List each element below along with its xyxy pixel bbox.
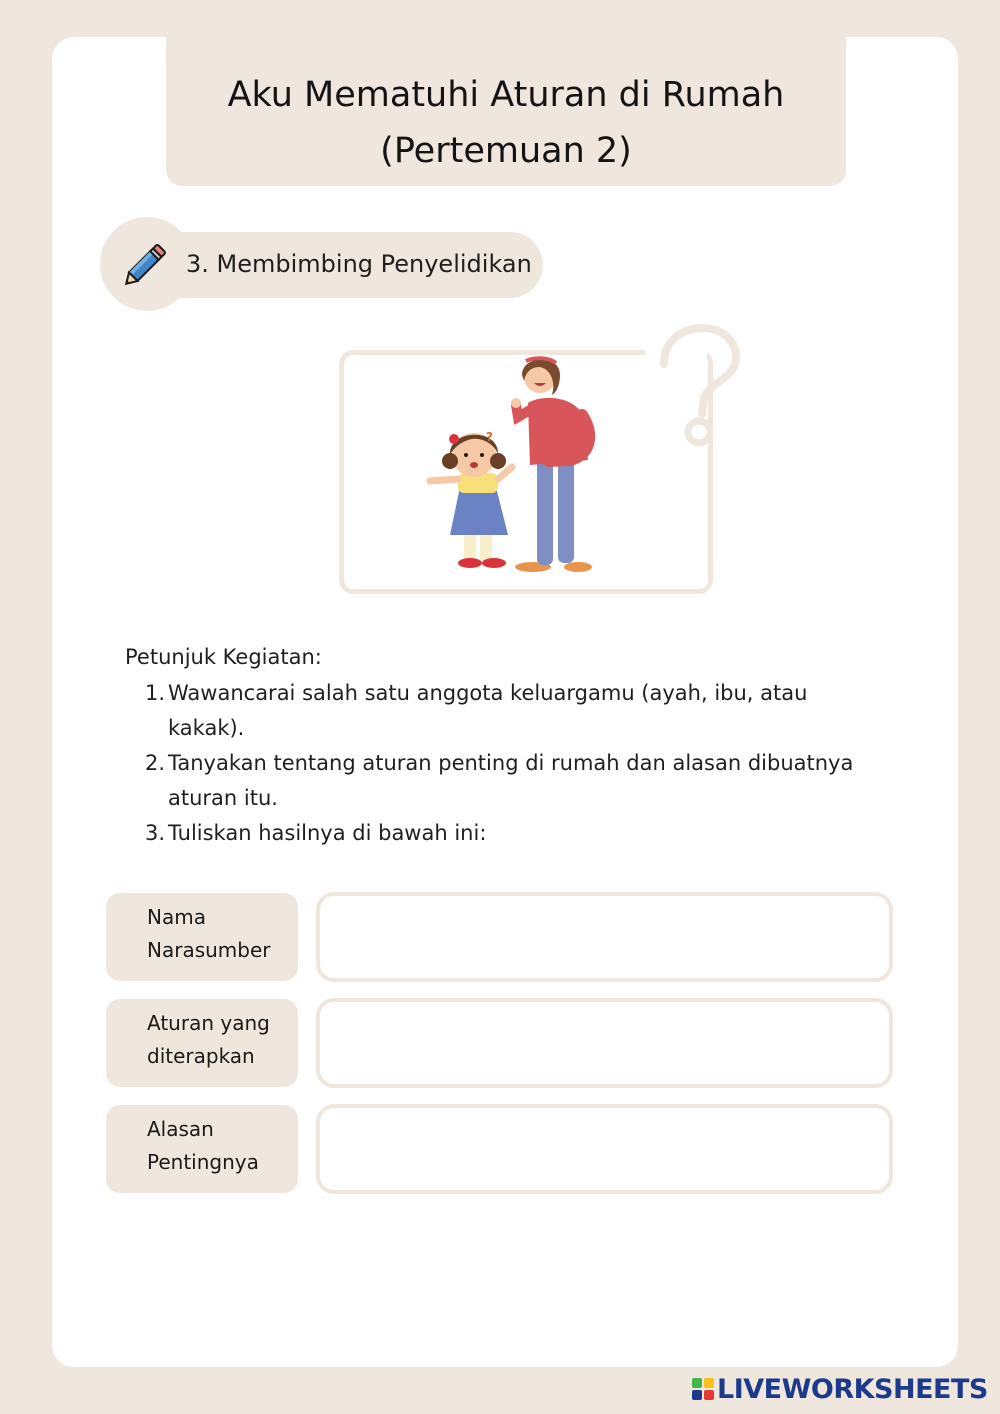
list-text: Wawancarai salah satu anggota keluargamu (ayah, ibu, atau kakak). (168, 681, 808, 740)
label-line: diterapkan (147, 1044, 255, 1068)
label-alasan-pentingnya (106, 1105, 298, 1193)
mother-and-child-illustration (410, 355, 610, 575)
title-banner (166, 37, 846, 186)
list-text: Tuliskan hasilnya di bawah ini: (168, 821, 487, 845)
list-item (145, 676, 865, 746)
logo-grid-icon (692, 1378, 714, 1400)
aturan-diterapkan-input[interactable] (316, 998, 893, 1088)
instructions-title: Petunjuk Kegiatan: (125, 645, 322, 669)
label-nama-narasumber (106, 893, 298, 981)
section-title: 3. Membimbing Penyelidikan (186, 250, 532, 278)
page-title-line-1: Aku Mematuhi Aturan di Rumah (227, 75, 785, 115)
logo-text: LIVEWORKSHEETS (717, 1373, 988, 1405)
list-number: 3. (145, 821, 166, 845)
label-line: Nama (147, 905, 206, 929)
list-item (145, 816, 865, 851)
list-number: 1. (145, 681, 166, 705)
list-number: 2. (145, 751, 166, 775)
pencil-icon (120, 238, 172, 290)
question-mark-icon (652, 322, 744, 452)
liveworksheets-logo (692, 1374, 988, 1404)
label-line: Narasumber (147, 938, 271, 962)
alasan-pentingnya-input[interactable] (316, 1104, 893, 1194)
label-line: Aturan yang (147, 1011, 270, 1035)
nama-narasumber-input[interactable] (316, 892, 893, 982)
page-title-line-2: (Pertemuan 2) (380, 131, 632, 171)
label-line: Pentingnya (147, 1150, 259, 1174)
label-line: Alasan (147, 1117, 214, 1141)
label-aturan-diterapkan (106, 999, 298, 1087)
list-item (145, 746, 865, 816)
svg-text:?: ? (486, 430, 493, 444)
instructions-list (145, 676, 865, 851)
list-text: Tanyakan tentang aturan penting di rumah dan alasan dibuatnya aturan itu. (168, 751, 854, 810)
